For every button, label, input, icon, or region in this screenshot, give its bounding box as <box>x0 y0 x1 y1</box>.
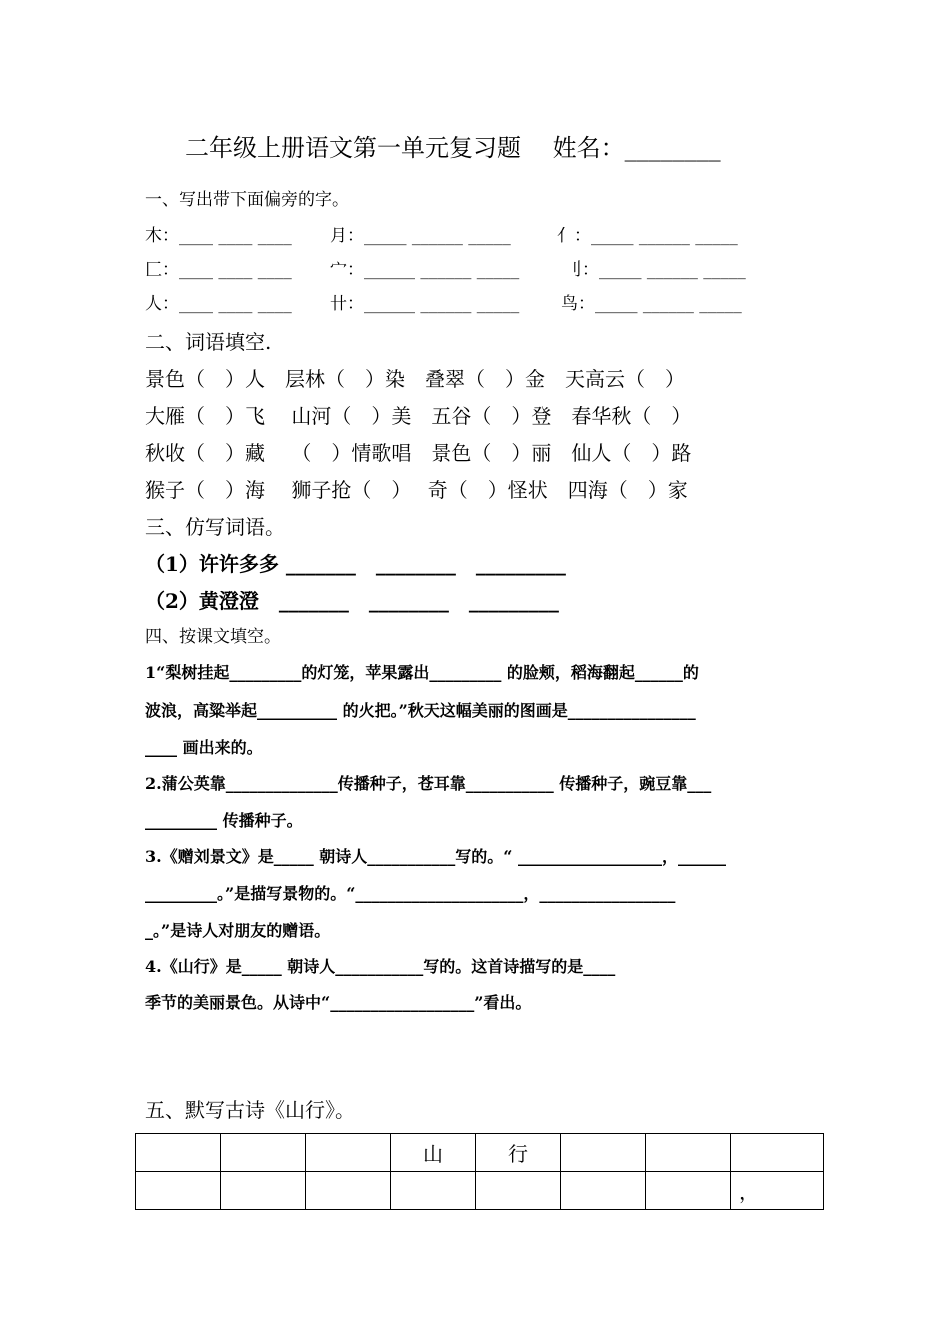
fill-line: ____ 画出来的。 <box>145 738 263 757</box>
poem-cell[interactable] <box>561 1134 646 1172</box>
word-fill-row: 猴子（ ）海 狮子抢（ ） 奇（ ）怪状 四海（ ）家 <box>145 478 688 502</box>
fill-line: 4.《山行》是_____ 朝诗人___________写的。这首诗描写的是____ <box>145 957 616 976</box>
poem-cell[interactable] <box>306 1172 391 1210</box>
radical-niao: 鸟：_____ ______ _____ <box>561 294 742 314</box>
fill-line: _________。”是描写景物的。“_____________________，_________________ <box>145 884 676 903</box>
word-fill-row: 景色（ ）人 层林（ ）染 叠翠（ ）金 天高云（ ） <box>145 367 685 391</box>
fill-line: 3.《赠刘景文》是_____ 朝诗人___________写的。“ __________________，______ <box>145 847 727 866</box>
imitate-item-1: （1）许许多多 _______ ________ _________ <box>145 552 566 576</box>
fill-line: 2.蒲公英靠______________传播种子，苍耳靠___________ 传播种子，豌豆靠___ <box>145 774 712 793</box>
poem-cell-comma[interactable]: ， <box>731 1172 824 1210</box>
section3-heading: 三、仿写词语。 <box>145 515 285 539</box>
poem-row <box>136 1134 824 1172</box>
poem-cell[interactable] <box>221 1134 306 1172</box>
poem-title-char: 行 <box>476 1134 561 1172</box>
fill-line: 季节的美丽景色。从诗中“__________________”看出。 <box>145 993 532 1012</box>
radical-yue: 月：_____ ______ _____ <box>330 226 511 246</box>
radical-fang: 匚：____ ____ ____ <box>145 260 292 280</box>
fill-line: 波浪，高粱举起__________ 的火把。”秋天这幅美丽的图画是________________ <box>145 701 696 720</box>
poem-grid <box>135 1133 824 1210</box>
poem-cell[interactable] <box>391 1172 476 1210</box>
poem-cell[interactable] <box>136 1172 221 1210</box>
radical-ren: 人：____ ____ ____ <box>145 294 292 314</box>
word-fill-row: 秋收（ ）藏 （ ）情歌唱 景色（ ）丽 仙人（ ）路 <box>145 441 692 465</box>
radical-dao: 刂：_____ ______ _____ <box>565 260 746 280</box>
word-fill-row: 大雁（ ）飞 山河（ ）美 五谷（ ）登 春华秋（ ） <box>145 404 692 428</box>
poem-cell[interactable] <box>646 1134 731 1172</box>
radical-mu: 木：____ ____ ____ <box>145 226 292 246</box>
poem-title-char: 山 <box>391 1134 476 1172</box>
section5-heading: 五、默写古诗《山行》。 <box>145 1098 355 1122</box>
radical-ren-side: 亻：_____ ______ _____ <box>557 226 738 246</box>
imitate-item-2: （2）黄澄澄 _______ ________ _________ <box>145 589 559 613</box>
radical-bao: 宀：______ ______ _____ <box>330 260 520 280</box>
section4-heading: 四、按课文填空。 <box>145 627 281 647</box>
poem-cell[interactable] <box>476 1172 561 1210</box>
radical-nian: 卄：______ ______ _____ <box>330 294 520 314</box>
poem-cell[interactable] <box>136 1134 221 1172</box>
poem-cell[interactable] <box>306 1134 391 1172</box>
poem-cell[interactable] <box>221 1172 306 1210</box>
fill-line: _________ 传播种子。 <box>145 811 303 830</box>
fill-line: _。”是诗人对朋友的赠语。 <box>145 921 331 940</box>
poem-cell[interactable] <box>646 1172 731 1210</box>
section1-heading: 一、写出带下面偏旁的字。 <box>145 190 349 210</box>
section2-heading: 二、词语填空. <box>145 330 272 354</box>
page-title: 二年级上册语文第一单元复习题 姓名：________ <box>185 134 721 162</box>
poem-row <box>136 1172 824 1210</box>
poem-cell[interactable] <box>561 1172 646 1210</box>
poem-cell[interactable] <box>731 1134 824 1172</box>
fill-line: 1“梨树挂起_________的灯笼，苹果露出_________ 的脸颊，稻海翻起______的 <box>145 663 699 682</box>
